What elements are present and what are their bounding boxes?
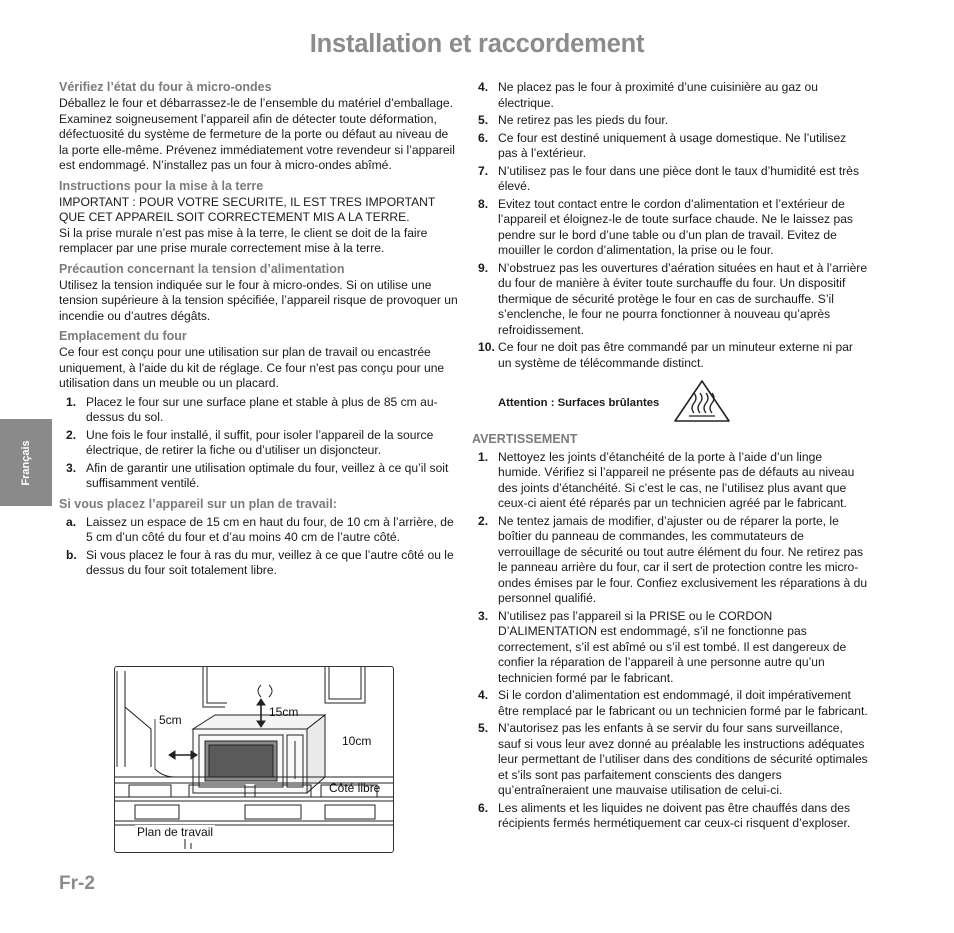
list-item (472, 197, 868, 259)
list-number: 9. (478, 260, 489, 275)
label-countertop: Plan de travail (137, 825, 214, 839)
list-text: N’obstruez pas les ouvertures d’aération situées en haut et à l’arrière du four de manière à éviter toute surchauffe du four. Un dispositif thermique de sécurité protège le four en cas de surchauffe. S’il s’enclenche, le four ne pourra fonctionner à nouveau qu’après refroidissement. (498, 260, 868, 337)
list-text: N’autorisez pas les enfants à se servir du four sans surveillance, sauf si vous leur avez donné au préalable les instructions adéquates leur permettant de l’utiliser dans des conditions de sécurité optimales et s’ils sont pas parfaitement conscients des dangers qu’entraîneraient une mauvaise utilisation de celui-ci. (498, 721, 868, 797)
location-list (59, 395, 459, 492)
list-item (472, 450, 868, 512)
list-item (472, 801, 868, 832)
list-item (59, 548, 459, 579)
list-text: Afin de garantir une utilisation optimale du four, veillez à ce qu’il soit suffisamment ventilé. (86, 460, 449, 490)
list-item (472, 609, 868, 687)
list-number: 4. (478, 80, 489, 94)
right-column (472, 80, 868, 834)
attention-label: Attention : Surfaces brûlantes (498, 396, 660, 409)
list-number: 3. (478, 608, 489, 623)
section-grounding (59, 179, 459, 257)
precaution-list (472, 80, 868, 371)
list-item (472, 113, 868, 129)
page-title: Installation et raccordement (309, 30, 645, 58)
label-side-free: Côté libre (329, 781, 381, 795)
page-number: Fr-2 (59, 873, 95, 894)
label-15cm: 15cm (269, 705, 299, 719)
list-text: Ne retirez pas les pieds du four. (498, 113, 669, 127)
section-check-oven (59, 80, 459, 174)
list-number: 1. (478, 449, 489, 464)
section-body: IMPORTANT : POUR VOTRE SECURITE, IL EST TRES IMPORTANT QUE CET APPAREIL SOIT CORRECTEMENT MIS A LA TERRE. (59, 194, 436, 224)
section-body: Ce four est conçu pour une utilisation sur plan de travail ou encastrée uniquement, à l'aide du kit de réglage. Ce four n'est pas conçu pour une utilisation dans un meuble ou un placard. (59, 345, 445, 390)
list-item (472, 164, 868, 195)
list-number: 3. (66, 460, 77, 475)
list-number: 5. (478, 113, 489, 127)
list-item (472, 131, 868, 162)
list-text: Si le cordon d’alimentation est endommagé, il doit impérativement être remplacé par le fabricant ou un technicien formé par le fabricant. (498, 688, 868, 718)
section-voltage (59, 262, 459, 325)
language-tab-label: Français (20, 439, 32, 486)
section-body: Déballez le four et débarrassez-le de l’ensemble du matériel d’emballage. Examinez soigneusement l’appareil afin de détecter toute déformation, défectuosité du système de fermeture de la porte ou défaut au niveau de la porte elle-même. Prévenez immédiatement votre revendeur si l’appareil est endommagé. N’installez pas un four à micro-ondes abîmé. (59, 96, 455, 172)
list-item (472, 340, 868, 371)
list-text: Une fois le four installé, il suffit, pour isoler l’appareil de la source électrique, de retirer la fiche ou d’utiliser un disjoncteur. (86, 427, 434, 457)
section-body: Si la prise murale n’est pas mise à la terre, le client se doit de la faire remplacer par une prise murale correctement mise à la terre. (59, 225, 428, 255)
list-number: b. (66, 547, 77, 562)
section-heading: Si vous placez l’appareil sur un plan de travail: (59, 496, 337, 511)
list-number: 4. (478, 688, 489, 702)
list-item (59, 461, 459, 492)
section-heading: Instructions pour la mise à la terre (59, 178, 264, 193)
countertop-list (59, 515, 459, 579)
list-number: 10. (478, 340, 495, 354)
section-body: Utilisez la tension indiquée sur le four à micro-ondes. Si on utilise une tension supérieure à la tension spécifiée, l’appareil risque de provoquer un incendie ou d’autres dégâts. (59, 277, 458, 323)
list-text: Ne tentez jamais de modifier, d’ajuster ou de réparer la porte, le boîtier du panneau de commandes, les commutateurs de verrouillage de sécurité ou tout autre élément du four. Ne retirez pas le panneau arrière du four, car il sert de protection contre les micro-ondes émises par le four. Confiez exclusivement les réparations à du personnel qualifié. (498, 513, 868, 605)
list-item (472, 688, 868, 719)
section-heading: Vérifiez l’état du four à micro-ondes (59, 80, 272, 94)
section-location (59, 329, 459, 492)
warning-list (472, 450, 868, 832)
hot-surface-warning-icon (673, 379, 731, 428)
list-number: 2. (478, 513, 489, 528)
list-number: 8. (478, 196, 489, 211)
section-heading: Précaution concernant la tension d’alimentation (59, 261, 345, 276)
section-countertop (59, 497, 459, 579)
list-number: a. (66, 514, 77, 529)
list-text: Si vous placez le four à ras du mur, veillez à ce que l’autre côté ou le dessus du four soit totalement libre. (86, 547, 454, 577)
attention-hot-surfaces (472, 379, 868, 428)
list-number: 2. (66, 427, 77, 442)
list-item (59, 515, 459, 546)
list-text: Ce four ne doit pas être commandé par un minuteur externe ni par un système de télécommande distinct. (498, 340, 853, 370)
list-text: Evitez tout contact entre le cordon d’alimentation et l’extérieur de l’appareil et éloignez-le de toute surface chaude. Ne le laissez pas pendre sur le bord d’une table ou d’un plan de travail. Evitez de mouiller le cordon d’alimentation, la prise ou le four. (498, 196, 853, 257)
list-number: 1. (66, 394, 77, 409)
list-item (472, 80, 868, 111)
installation-figure (114, 666, 394, 853)
list-number: 6. (478, 800, 489, 815)
warning-heading: AVERTISSEMENT (472, 431, 578, 446)
language-tab (0, 419, 52, 506)
left-column (59, 80, 459, 584)
label-10cm: 10cm (342, 734, 372, 748)
list-text: Ne placez pas le four à proximité d’une cuisinière au gaz ou électrique. (498, 80, 818, 110)
list-text: Laissez un espace de 15 cm en haut du four, de 10 cm à l’arrière, de 5 cm d’un côté du four et d’au moins 40 cm de l’autre côté. (86, 514, 454, 544)
section-heading: Emplacement du four (59, 329, 187, 343)
list-number: 5. (478, 721, 489, 735)
list-text: N’utilisez pas le four dans une pièce dont le taux d’humidité est très élevé. (498, 163, 859, 193)
list-item (472, 261, 868, 339)
list-text: Ce four est destiné uniquement à usage domestique. Ne l’utilisez pas à l’extérieur. (498, 130, 847, 160)
list-number: 7. (478, 163, 489, 178)
list-item (472, 721, 868, 799)
list-text: Nettoyez les joints d’étanchéité de la porte à l’aide d’un linge humide. Vérifiez si l’appareil ne présente pas de défauts au niveau des joints d’étanchéité. Si c’est le cas, ne l’utilisez plus avant que ceux-ci aient été réparés par un technicien agréé par le fabricant. (498, 449, 855, 510)
label-5cm: 5cm (159, 713, 182, 727)
list-item (59, 395, 459, 426)
list-number: 6. (478, 130, 489, 145)
list-text: Les aliments et les liquides ne doivent pas être chauffés dans des récipients fermés hermétiquement car ceux-ci risquent d’exploser. (498, 800, 851, 830)
list-text: N’utilisez pas l’appareil si la PRISE ou le CORDON D’ALIMENTATION est endommagé, s’il ne fonctionne pas correctement, s’il est abîmé ou s’il est tombé. Il est dangereux de confier la réparation de l’appareil à une personne autre qu’un technicien formé par le fabricant. (498, 608, 847, 685)
list-item (472, 514, 868, 607)
list-text: Placez le four sur une surface plane et stable à plus de 85 cm au-dessus du sol. (86, 394, 438, 424)
list-item (59, 428, 459, 459)
